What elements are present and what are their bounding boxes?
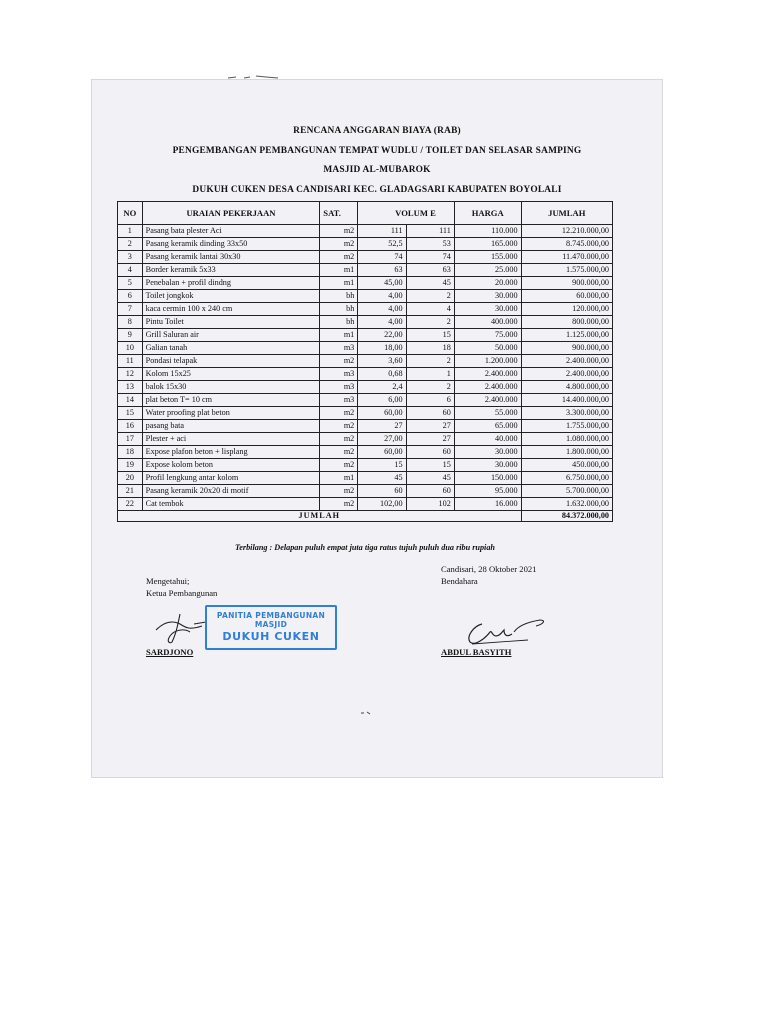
table-row [118,498,613,511]
cell-no: 7 [118,303,143,316]
cell-no: 16 [118,420,143,433]
cell-volume: 1 [406,368,454,381]
table-row [118,394,613,407]
header-volume: VOLUM E [358,202,455,225]
cell-harga: 1.200.000 [454,355,521,368]
cell-volume-calc: 27 [358,420,406,433]
cell-harga: 55.000 [454,407,521,420]
cell-sat: m2 [320,485,358,498]
cell-sat: m2 [320,225,358,238]
table-row [118,264,613,277]
table-row [118,303,613,316]
cell-volume-calc: 63 [358,264,406,277]
title-line-3: MASJID AL-MUBAROK [323,165,431,175]
cell-volume: 18 [406,342,454,355]
scan-mark [360,711,372,715]
cell-jumlah: 3.300.000,00 [521,407,612,420]
cell-uraian: Profil lengkung antar kolom [142,472,320,485]
cell-volume: 15 [406,459,454,472]
cell-volume-calc: 102,00 [358,498,406,511]
chairman-signature [150,610,210,646]
cell-harga: 165.000 [454,238,521,251]
cell-sat: m2 [320,407,358,420]
document-title [92,126,662,204]
table-body [118,225,613,511]
cell-harga: 2.400.000 [454,394,521,407]
cell-uraian: Toilet jongkok [142,290,320,303]
cell-harga: 95.000 [454,485,521,498]
cell-sat: m3 [320,394,358,407]
cell-uraian: Pasang keramik 20x20 di motif [142,485,320,498]
cell-jumlah: 6.750.000,00 [521,472,612,485]
cell-sat: bh [320,290,358,303]
amount-in-words: Terbilang : Delapan puluh empat juta tiga ratus tujuh puluh dua ribu rupiah [235,543,495,552]
table-row [118,342,613,355]
cell-uraian: pasang bata [142,420,320,433]
treasurer-signature [458,610,558,650]
cell-jumlah: 12.210.000,00 [521,225,612,238]
table-row [118,225,613,238]
cell-jumlah: 450.000,00 [521,459,612,472]
cell-sat: m2 [320,459,358,472]
cell-volume-calc: 22,00 [358,329,406,342]
cell-no: 18 [118,446,143,459]
cell-jumlah: 1.080.000,00 [521,433,612,446]
table-row [118,251,613,264]
cell-jumlah: 8.745.000,00 [521,238,612,251]
cell-no: 11 [118,355,143,368]
header-sat: SAT. [320,202,358,225]
table-row [118,446,613,459]
cell-volume: 60 [406,485,454,498]
cell-volume: 45 [406,472,454,485]
cell-no: 12 [118,368,143,381]
cell-volume-calc: 0,68 [358,368,406,381]
header-no: NO [118,202,143,225]
cell-harga: 16.000 [454,498,521,511]
cell-no: 14 [118,394,143,407]
acknowledged-label: Mengetahui; [146,576,190,586]
cell-volume: 45 [406,277,454,290]
cell-no: 13 [118,381,143,394]
cell-uraian: Cat tembok [142,498,320,511]
cell-jumlah: 2.400.000,00 [521,355,612,368]
chairman-name: SARDJONO [146,647,194,657]
cell-uraian: Pasang keramik dinding 33x50 [142,238,320,251]
title-line-2: PENGEMBANGAN PEMBANGUNAN TEMPAT WUDLU / TOILET DAN SELASAR SAMPING [172,145,582,156]
cell-jumlah: 900.000,00 [521,342,612,355]
table-row [118,290,613,303]
cell-volume-calc: 18,00 [358,342,406,355]
cell-uraian: Water proofing plat beton [142,407,320,420]
table-row [118,485,613,498]
stamp-line-3: DUKUH CUKEN [222,630,320,643]
cell-volume: 60 [406,407,454,420]
table-row [118,433,613,446]
cell-uraian: Pintu Toilet [142,316,320,329]
stamp-line-1: PANITIA PEMBANGUNAN [216,611,326,620]
cell-no: 3 [118,251,143,264]
cell-sat: m2 [320,238,358,251]
cell-uraian: Pondasi telapak [142,355,320,368]
cell-volume: 2 [406,355,454,368]
cell-sat: m3 [320,368,358,381]
treasurer-name: ABDUL BASYITH [441,647,512,657]
total-row [118,511,613,522]
cell-no: 4 [118,264,143,277]
cell-volume-calc: 74 [358,251,406,264]
cell-volume: 74 [406,251,454,264]
cell-volume: 102 [406,498,454,511]
cell-harga: 40.000 [454,433,521,446]
cell-uraian: plat beton T= 10 cm [142,394,320,407]
cell-jumlah: 900.000,00 [521,277,612,290]
table-row [118,238,613,251]
cell-no: 9 [118,329,143,342]
cell-volume-calc: 60,00 [358,407,406,420]
cell-volume-calc: 15 [358,459,406,472]
cell-uraian: Plester + aci [142,433,320,446]
total-label: JUMLAH [118,511,522,522]
cell-harga: 50.000 [454,342,521,355]
chairman-role: Ketua Pembangunan [146,588,218,598]
cell-no: 15 [118,407,143,420]
cell-volume: 53 [406,238,454,251]
cell-harga: 65.000 [454,420,521,433]
cell-jumlah: 14.400.000,00 [521,394,612,407]
cell-volume: 6 [406,394,454,407]
cell-harga: 25.000 [454,264,521,277]
cell-jumlah: 1.755.000,00 [521,420,612,433]
cell-sat: m2 [320,433,358,446]
committee-stamp [205,605,337,650]
cell-volume: 2 [406,316,454,329]
cell-volume-calc: 4,00 [358,290,406,303]
table-row [118,329,613,342]
cell-volume-calc: 4,00 [358,303,406,316]
cell-harga: 400.000 [454,316,521,329]
cell-jumlah: 2.400.000,00 [521,368,612,381]
table-row [118,407,613,420]
table-row [118,420,613,433]
cell-volume: 27 [406,433,454,446]
cell-volume-calc: 3,60 [358,355,406,368]
cell-harga: 110.000 [454,225,521,238]
cell-sat: m1 [320,329,358,342]
cell-uraian: Expose plafon beton + lisplang [142,446,320,459]
table-row [118,459,613,472]
title-line-4: DUKUH CUKEN DESA CANDISARI KEC. GLADAGSARI KABUPATEN BOYOLALI [192,184,562,195]
cell-sat: m1 [320,264,358,277]
table-row [118,316,613,329]
table-row [118,277,613,290]
cell-no: 17 [118,433,143,446]
cell-no: 20 [118,472,143,485]
header-jumlah: JUMLAH [521,202,612,225]
cell-harga: 75.000 [454,329,521,342]
cell-sat: bh [320,316,358,329]
table-row [118,381,613,394]
cell-harga: 30.000 [454,446,521,459]
cell-uraian: balok 15x30 [142,381,320,394]
cell-harga: 30.000 [454,303,521,316]
cell-jumlah: 1.632.000,00 [521,498,612,511]
cell-no: 5 [118,277,143,290]
cell-uraian: Galian tanah [142,342,320,355]
cell-jumlah: 11.470.000,00 [521,251,612,264]
cell-no: 10 [118,342,143,355]
cell-uraian: Expose kolom beton [142,459,320,472]
cell-sat: m2 [320,251,358,264]
stamp-line-2: MASJID [254,620,288,629]
table-row [118,368,613,381]
cell-harga: 150.000 [454,472,521,485]
cell-jumlah: 800.000,00 [521,316,612,329]
cell-jumlah: 1.575.000,00 [521,264,612,277]
cell-no: 22 [118,498,143,511]
cell-volume: 111 [406,225,454,238]
cell-jumlah: 120.000,00 [521,303,612,316]
cell-volume: 2 [406,381,454,394]
cell-uraian: Grill Saluran air [142,329,320,342]
header-harga: HARGA [454,202,521,225]
cell-volume-calc: 27,00 [358,433,406,446]
cell-volume: 2 [406,290,454,303]
cell-jumlah: 1.125.000,00 [521,329,612,342]
cell-no: 2 [118,238,143,251]
table-row [118,472,613,485]
place-date: Candisari, 28 Oktober 2021 [441,564,537,574]
cell-volume: 15 [406,329,454,342]
cell-volume-calc: 111 [358,225,406,238]
cell-volume-calc: 45,00 [358,277,406,290]
cell-harga: 30.000 [454,290,521,303]
cell-sat: m3 [320,342,358,355]
table-header-row [118,202,613,225]
cell-sat: m1 [320,472,358,485]
cell-volume: 4 [406,303,454,316]
cell-sat: m3 [320,381,358,394]
cell-jumlah: 5.700.000,00 [521,485,612,498]
cell-jumlah: 60.000,00 [521,290,612,303]
total-value: 84.372.000,00 [521,511,612,522]
scan-mark [226,74,286,80]
cell-no: 19 [118,459,143,472]
cell-volume: 27 [406,420,454,433]
cell-volume-calc: 6,00 [358,394,406,407]
cell-uraian: kaca cermin 100 x 240 cm [142,303,320,316]
cell-no: 6 [118,290,143,303]
header-uraian: URAIAN PEKERJAAN [142,202,320,225]
cell-volume-calc: 45 [358,472,406,485]
cell-sat: m1 [320,277,358,290]
cell-no: 21 [118,485,143,498]
cell-harga: 20.000 [454,277,521,290]
budget-table [117,201,613,522]
cell-volume-calc: 4,00 [358,316,406,329]
cell-sat: m2 [320,355,358,368]
cell-no: 8 [118,316,143,329]
cell-jumlah: 4.800.000,00 [521,381,612,394]
cell-uraian: Pasang bata plester Aci [142,225,320,238]
treasurer-role: Bendahara [441,576,478,586]
cell-volume-calc: 60,00 [358,446,406,459]
cell-jumlah: 1.800.000,00 [521,446,612,459]
cell-harga: 155.000 [454,251,521,264]
title-line-1: RENCANA ANGGARAN BIAYA (RAB) [293,126,461,136]
table-row [118,355,613,368]
cell-volume: 60 [406,446,454,459]
cell-sat: m2 [320,420,358,433]
cell-volume-calc: 52,5 [358,238,406,251]
cell-sat: m2 [320,446,358,459]
cell-sat: bh [320,303,358,316]
cell-volume-calc: 60 [358,485,406,498]
cell-harga: 30.000 [454,459,521,472]
cell-uraian: Kolom 15x25 [142,368,320,381]
cell-harga: 2.400.000 [454,381,521,394]
cell-volume: 63 [406,264,454,277]
cell-uraian: Penebalan + profil dindng [142,277,320,290]
cell-volume-calc: 2,4 [358,381,406,394]
cell-sat: m2 [320,498,358,511]
cell-harga: 2.400.000 [454,368,521,381]
cell-uraian: Pasang keramik lantai 30x30 [142,251,320,264]
cell-no: 1 [118,225,143,238]
cell-uraian: Border keramik 5x33 [142,264,320,277]
